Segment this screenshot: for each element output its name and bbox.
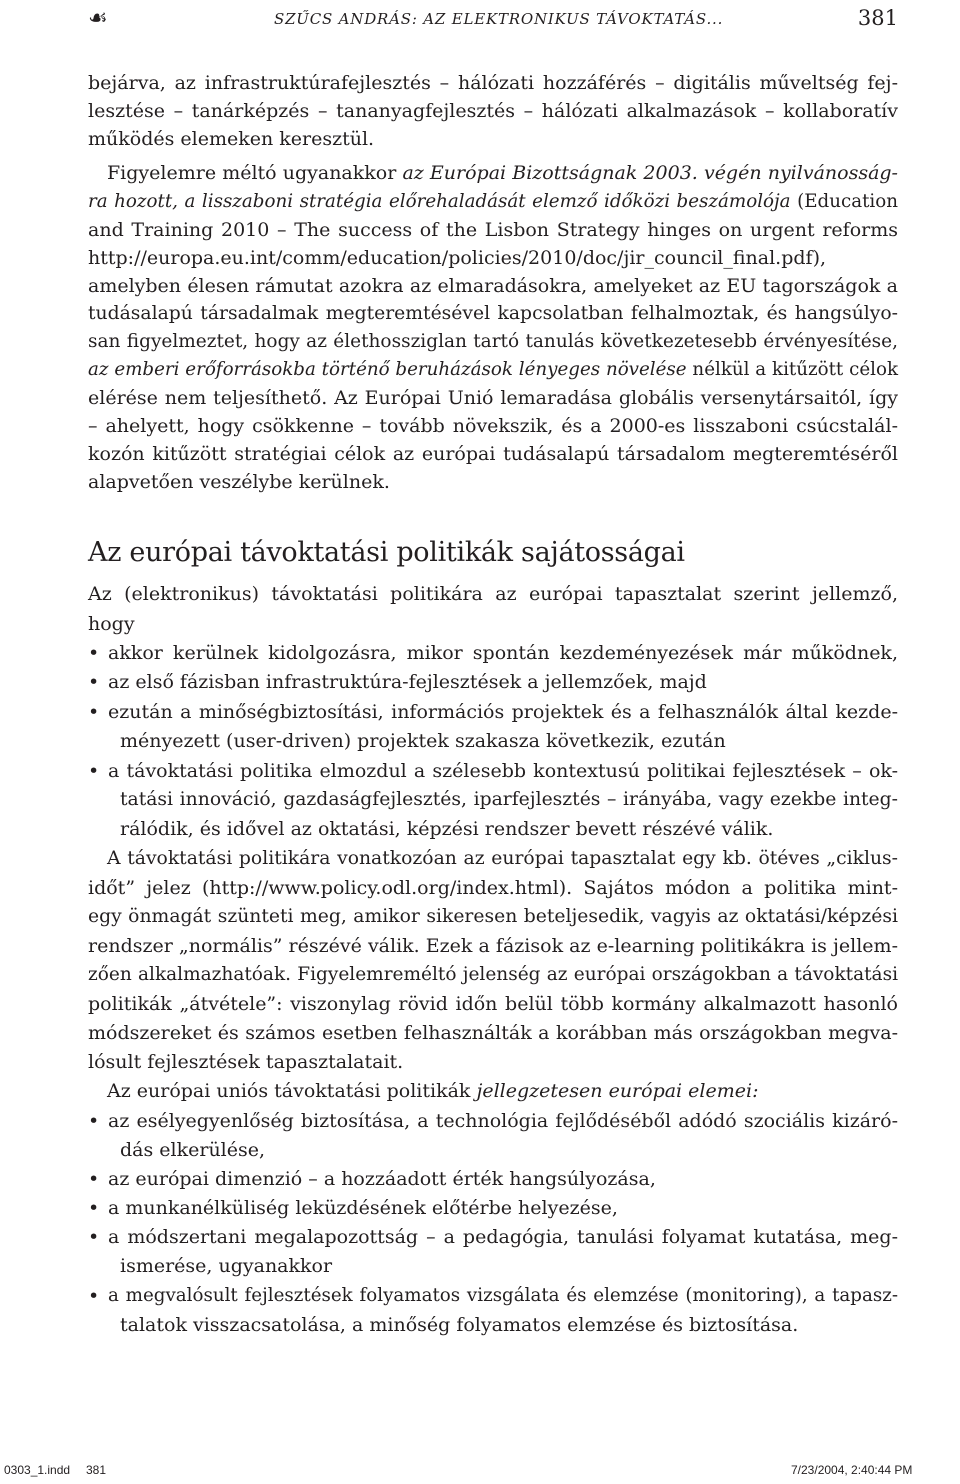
text-line: lósult fejlesztések tapasztalatait.: [88, 1051, 404, 1073]
text-line: kozón kitűzött stratégiai célok az európai tudásalapú társadalom megteremtéséről: [88, 443, 898, 465]
list-item-continuation: ményezett (user-driven) projektek szakasza következik, ezután: [120, 730, 726, 752]
print-slug-page: 381: [86, 1463, 107, 1477]
text-line: Az európai uniós távoktatási politikák jellegzetesen európai elemei:: [107, 1080, 759, 1102]
bullet-icon: •: [88, 1197, 100, 1219]
section-heading: Az európai távoktatási politikák sajátosságai: [88, 537, 685, 568]
bullet-icon: •: [88, 701, 100, 723]
running-head: [88, 6, 898, 30]
text-line: elérése nem teljesíthető. Az Európai Unió lemaradása globális versenytársaitól, így: [88, 387, 898, 409]
bullet-icon: •: [88, 671, 100, 693]
text-line: hogy: [88, 613, 135, 635]
list-item: a módszertani megalapozottság – a pedagógia, tanulási folyamat kutatása, meg-: [108, 1226, 898, 1248]
text-line: amelyben élesen rámutat azokra az elmaradásokra, amelyeket az EU tagországok a: [88, 275, 898, 297]
text-line: Az (elektronikus) távoktatási politikára az európai tapasztalat szerint jellemző,: [88, 583, 898, 605]
list-item: az európai dimenzió – a hozzáadott érték hangsúlyozása,: [108, 1168, 656, 1190]
text-line: bejárva, az infrastruktúrafejlesztés – hálózati hozzáférés – digitális műveltség fej-: [88, 72, 898, 94]
url-line: http://europa.eu.int/comm/education/policies/2010/doc/jir_council_final.pdf),: [88, 247, 827, 269]
list-item: a távoktatási politika elmozdul a szélesebb kontextusú politikai fejlesztések – ok-: [108, 760, 898, 782]
text-line: ra hozott, a lisszaboni stratégia előrehaladását elemző időközi beszámolója (Education: [88, 191, 898, 212]
bullet-icon: •: [88, 760, 100, 782]
text-line: az emberi erőforrásokba történő beruházások lényeges növelése nélkül a kitűzött célok: [88, 359, 898, 380]
list-item-continuation: talatok visszacsatolása, a minőség folyamatos elemzése és biztosítása.: [120, 1314, 799, 1336]
text-line: san figyelmeztet, hogy az élethossziglan tartó tanulás következetesebb érvényesítése,: [88, 331, 898, 352]
text-line: működés elemeken keresztül.: [88, 128, 375, 150]
text-line: módszereket és számos esetben felhasználták a korábban más országokban megva-: [88, 1022, 898, 1044]
list-item-continuation: dás elkerülése,: [120, 1139, 266, 1161]
bullet-icon: •: [88, 1168, 100, 1190]
text-line: and Training 2010 – The success of the Lisbon Strategy hinges on urgent reforms: [88, 219, 898, 241]
print-slug-filename: 0303_1.indd: [4, 1463, 71, 1477]
bullet-icon: •: [88, 1285, 100, 1307]
list-item: akkor kerülnek kidolgozásra, mikor spontán kezdeményezések már működnek,: [108, 642, 898, 664]
bullet-icon: •: [88, 1110, 100, 1132]
text-line: alapvetően veszélybe kerülnek.: [88, 471, 390, 493]
print-slug-date: 7/23/2004, 2:40:44 PM: [791, 1463, 913, 1477]
list-item: az első fázisban infrastruktúra-fejlesztések a jellemzőek, majd: [108, 671, 707, 693]
text-line: rendszer „normális” részévé válik. Ezek a fázisok az e-learning politikákra is jellem-: [88, 935, 898, 957]
bullet-icon: •: [88, 1226, 100, 1248]
text-line: egy önmagát szünteti meg, amikor sikeresen beteljesedik, vagyis az oktatási/képzési: [88, 906, 898, 927]
list-item-continuation: rálódik, és idővel az oktatási, képzési rendszer bevett részévé válik.: [120, 818, 774, 840]
bullet-icon: •: [88, 642, 100, 664]
page-number: 381: [857, 6, 898, 30]
text-line: Figyelemre méltó ugyanakkor az Európai Bizottságnak 2003. végén nyilvánosság-: [107, 162, 898, 184]
text-line: lesztése – tanárképzés – tananyagfejlesztés – hálózati alkalmazások – kollaboratív: [88, 100, 898, 122]
text-line: – ahelyett, hogy csökkenne – tovább növekszik, és a 2000-es lisszaboni csúcstalál-: [88, 415, 898, 437]
text-line: A távoktatási politikára vonatkozóan az európai tapasztalat egy kb. ötéves „ciklus-: [107, 848, 898, 869]
list-item: a megvalósult fejlesztések folyamatos vizsgálata és elemzése (monitoring), a tapasz-: [108, 1285, 898, 1306]
list-item-continuation: tatási innováció, gazdaságfejlesztés, iparfejlesztés – irányába, vagy ezekbe integ-: [120, 789, 898, 810]
fleuron-ornament-icon: ☙: [88, 6, 108, 31]
list-item: a munkanélküliség leküzdésének előtérbe helyezése,: [108, 1197, 618, 1219]
text-line: időt” jelez (http://www.policy.odl.org/index.html). Sajátos módon a politika mint-: [88, 877, 898, 899]
text-line: zően alkalmazhatóak. Figyelemreméltó jelenség az európai országokban a távoktatási: [88, 964, 898, 985]
list-item: az esélyegyenlőség biztosítása, a technológia fejlődéséből adódó szociális kizáró-: [108, 1110, 898, 1132]
running-head-title: SZŰCS ANDRÁS: AZ ELEKTRONIKUS TÁVOKTATÁS...: [274, 10, 724, 28]
list-item: ezután a minőségbiztosítási, információs projektek és a felhasználók által kezde-: [108, 701, 898, 723]
list-item-continuation: ismerése, ugyanakkor: [120, 1255, 333, 1277]
text-line: politikák „átvétele”: viszonylag rövid időn belül több kormány alkalmazott hasonló: [88, 993, 898, 1015]
text-line: tudásalapú társadalmak megteremtésével kapcsolatban felhalmoztak, és hangsúlyo-: [88, 303, 898, 324]
